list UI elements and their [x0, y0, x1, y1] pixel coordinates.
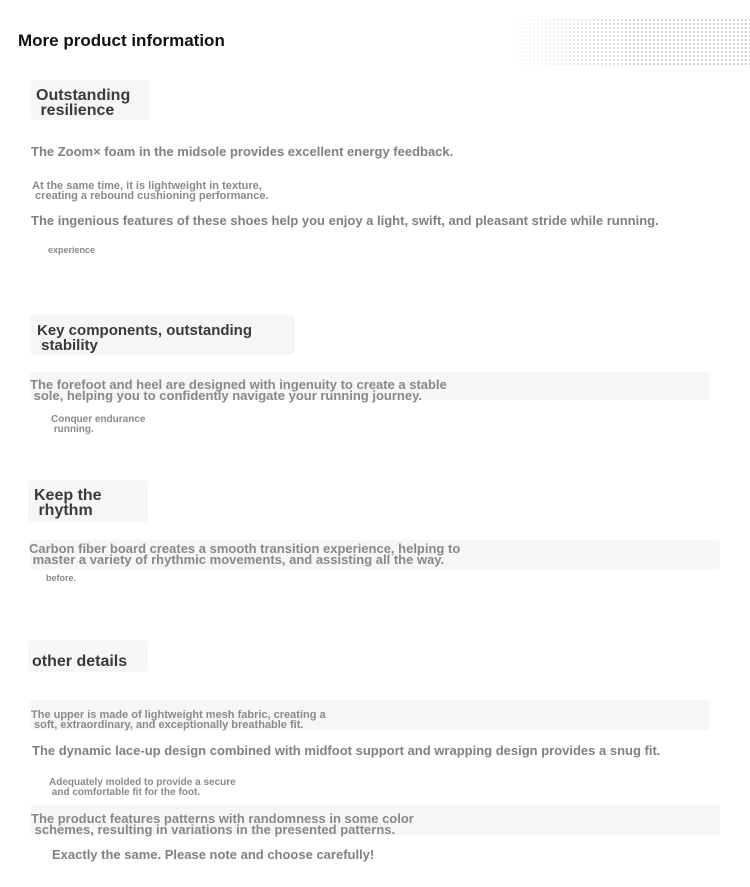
- section-text: The Zoom× foam in the midsole provides excellent energy feedback.: [31, 144, 454, 159]
- section-text: Adequately molded to provide a secure and comfortable fit for the foot.: [49, 777, 236, 798]
- section-text: experience: [48, 245, 96, 255]
- section-text: Conquer endurance running.: [51, 414, 146, 435]
- section-text: The upper is made of lightweight mesh fabric, creating a soft, extraordinary, and exceptionally breathable fit.: [31, 709, 326, 731]
- section-text: The ingenious features of these shoes help you enjoy a light, swift, and pleasant stride while running.: [31, 213, 659, 228]
- section-text: The dynamic lace-up design combined with midfoot support and wrapping design provides a snug fit.: [32, 743, 661, 758]
- section-text: Exactly the same. Please note and choose carefully!: [52, 847, 375, 862]
- section-heading: Outstanding resilience: [36, 87, 131, 119]
- dot-pattern-decoration: [508, 18, 750, 66]
- section-heading: Key components, outstanding stability: [37, 322, 253, 354]
- section-heading: Keep the rhythm: [34, 487, 102, 519]
- page-title: More product information: [18, 31, 225, 50]
- section-text: The product features patterns with randomness in some color schemes, resulting in variations in the presented patterns.: [31, 811, 414, 837]
- section-text: At the same time, it is lightweight in texture, creating a rebound cushioning performance.: [32, 180, 269, 202]
- section-text: The forefoot and heel are designed with ingenuity to create a stable sole, helping you to confidently navigate your running journey.: [30, 377, 447, 403]
- section-text: Carbon fiber board creates a smooth transition experience, helping to master a variety of rhythmic movements, and assisting all the way.: [29, 541, 461, 567]
- section-text: before.: [46, 573, 77, 583]
- section-heading: other details: [32, 653, 128, 670]
